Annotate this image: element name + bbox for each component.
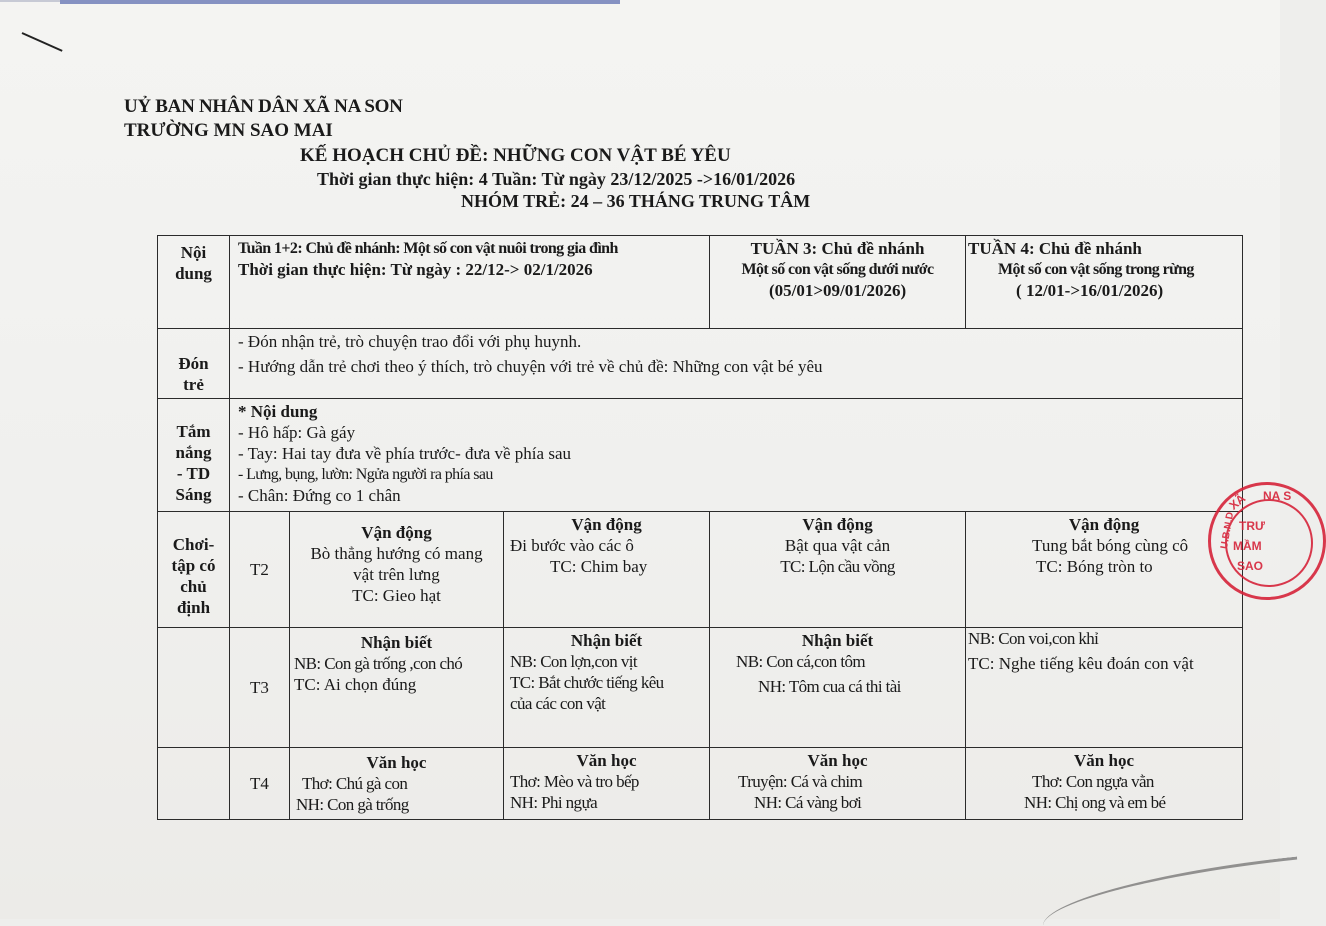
t4-week2-cell (504, 748, 710, 820)
label-line: tập có (171, 556, 216, 575)
week3-header (710, 236, 966, 329)
activity-line: Thơ: Con ngựa vằn (1032, 772, 1154, 791)
text-line: - Lưng, bụng, lườn: Ngửa người ra phía sau (238, 466, 493, 483)
school-name: TRƯỜNG MN SAO MAI (124, 120, 333, 141)
label-line: Nội (180, 243, 207, 262)
activity-line: của các con vật (510, 694, 606, 713)
t2-week1-cell (290, 512, 504, 628)
day-t2: T2 (230, 512, 290, 628)
activity-line: Truyện: Cá và chim (738, 772, 863, 791)
week3-dates: (05/01>09/01/2026) (768, 281, 907, 300)
activity-line: TC: Ai chọn đúng (294, 675, 417, 694)
activity-line: Thơ: Mèo và tro bếp (510, 772, 639, 791)
activity-title: Nhận biết (360, 633, 433, 652)
activity-line: vật trên lưng (353, 565, 440, 584)
week4-header (966, 236, 1243, 329)
row-label-empty (158, 628, 230, 748)
activity-line: Đi bước vào các ô (510, 536, 634, 555)
label-line: - TD (176, 464, 211, 483)
scan-edge (60, 0, 620, 4)
activity-line: NH: Phi ngựa (510, 793, 598, 812)
t3-week1-cell (290, 628, 504, 748)
tam-nang-row (158, 399, 1243, 512)
text-line: - Đón nhận trẻ, trò chuyện trao đổi với phụ huynh. (238, 332, 582, 351)
scan-edge (0, 0, 60, 2)
activity-title: Vận động (571, 515, 642, 534)
seal-text: TRƯ (1239, 519, 1265, 533)
table-header-row (158, 236, 1243, 329)
week4-dates: ( 12/01->16/01/2026) (1016, 281, 1164, 300)
activity-title: Vận động (361, 523, 432, 542)
activity-line: TC: Nghe tiếng kêu đoán con vật (968, 654, 1194, 673)
seal-text: U.B.N.D (1218, 511, 1237, 550)
plan-table (157, 235, 1243, 820)
activity-line: NH: Chị ong và em bé (1024, 793, 1166, 812)
activity-line: NB: Con cá,con tôm (736, 652, 865, 671)
t4-week3-cell (710, 748, 966, 820)
text-line: - Chân: Đứng co 1 chân (238, 486, 401, 505)
row-label-empty (158, 748, 230, 820)
activity-line: NH: Tôm cua cá thi tài (758, 677, 901, 696)
t4-week4-cell (966, 748, 1243, 820)
day-t4: T4 (230, 748, 290, 820)
week12-header (230, 236, 710, 329)
plan-title: KẾ HOẠCH CHỦ ĐỀ: NHỮNG CON VẬT BÉ YÊU (300, 145, 731, 166)
activity-title: Văn học (366, 753, 427, 772)
label-line: dung (175, 264, 212, 283)
activity-title: Nhận biết (801, 631, 874, 650)
row-label-content (158, 236, 230, 329)
paper-curl (1038, 857, 1301, 926)
activity-line: TC: Gieo hạt (352, 586, 441, 605)
tam-nang-content (230, 399, 1243, 512)
label-line: Sáng (175, 485, 212, 504)
content-heading: * Nội dung (238, 402, 318, 421)
activity-title: Vận động (802, 515, 873, 534)
activity-line: Thơ: Chú gà con (302, 774, 408, 793)
don-tre-row (158, 329, 1243, 399)
activity-title: Văn học (1074, 751, 1135, 770)
text-line: - Tay: Hai tay đưa về phía trước- đưa về phía sau (238, 444, 571, 463)
t4-row (158, 748, 1243, 820)
week4-title: TUẦN 4: Chủ đề nhánh (968, 239, 1142, 258)
plan-time: Thời gian thực hiện: 4 Tuần: Từ ngày 23/12/2025 ->16/01/2026 (317, 169, 796, 189)
t3-week4-cell (966, 628, 1243, 748)
activity-line: Bật qua vật cản (784, 536, 891, 555)
label-line: Chơi- (172, 535, 215, 554)
seal-text: XÃ (1226, 491, 1249, 513)
activity-line: TC: Chim bay (550, 557, 648, 576)
week12-dates: Thời gian thực hiện: Từ ngày : 22/12-> 02/1/2026 (238, 260, 593, 279)
week12-title: Tuần 1+2: Chủ đề nhánh: Một số con vật nuôi trong gia đình (238, 240, 618, 257)
committee-name: UỶ BAN NHÂN DÂN XÃ NA SON (124, 96, 403, 117)
seal-text: SAO (1237, 559, 1264, 573)
t3-week2-cell (504, 628, 710, 748)
official-seal (1208, 482, 1326, 600)
week3-title: TUẦN 3: Chủ đề nhánh (750, 239, 925, 258)
don-tre-content (230, 329, 1243, 399)
label-line: trẻ (183, 375, 204, 394)
week4-topic: Một số con vật sống trong rừng (998, 261, 1194, 278)
activity-line: NB: Con voi,con khỉ (968, 629, 1099, 648)
activity-title: Văn học (807, 751, 868, 770)
activity-line: TC: Bắt chước tiếng kêu (510, 673, 664, 692)
label-line: nắng (175, 443, 212, 462)
activity-title: Nhận biết (570, 631, 643, 650)
age-group: NHÓM TRẺ: 24 – 36 THÁNG TRUNG TÂM (461, 191, 811, 211)
day-t3: T3 (230, 628, 290, 748)
label-line: Tắm (176, 422, 211, 441)
activity-line: TC: Lộn cầu vồng (780, 557, 895, 576)
activity-line: Tung bắt bóng cùng cô (1032, 536, 1189, 555)
activity-line: TC: Bóng tròn to (1036, 557, 1153, 576)
label-line: chủ (180, 577, 207, 596)
text-line: - Hô hấp: Gà gáy (238, 423, 356, 442)
activity-line: NH: Con gà trống (296, 795, 409, 814)
activity-line: Bò thẳng hướng có mang (310, 544, 483, 563)
t2-week4-cell (966, 512, 1243, 628)
activity-line: NB: Con gà trống ,con chó (294, 654, 463, 673)
t2-week3-cell (710, 512, 966, 628)
week3-topic: Một số con vật sống dưới nước (741, 261, 934, 278)
seal-text: MẦM (1233, 539, 1262, 553)
activity-line: NH: Cá vàng bơi (754, 793, 862, 812)
t2-row (158, 512, 1243, 628)
activity-title: Văn học (576, 751, 637, 770)
t2-week2-cell (504, 512, 710, 628)
label-line: Đón (178, 354, 209, 373)
pen-mark (22, 32, 63, 52)
row-label-choi-tap (158, 512, 230, 628)
row-label-don-tre (158, 329, 230, 399)
t4-week1-cell (290, 748, 504, 820)
t3-week3-cell (710, 628, 966, 748)
row-label-tam-nang (158, 399, 230, 512)
activity-line: NB: Con lợn,con vịt (510, 652, 637, 671)
text-line: - Hướng dẫn trẻ chơi theo ý thích, trò chuyện với trẻ về chủ đề: Những con vật bé yêu (238, 357, 823, 376)
seal-text: NA S (1263, 489, 1292, 503)
t3-row (158, 628, 1243, 748)
activity-title: Vận động (1068, 515, 1140, 534)
label-line: định (176, 598, 211, 617)
